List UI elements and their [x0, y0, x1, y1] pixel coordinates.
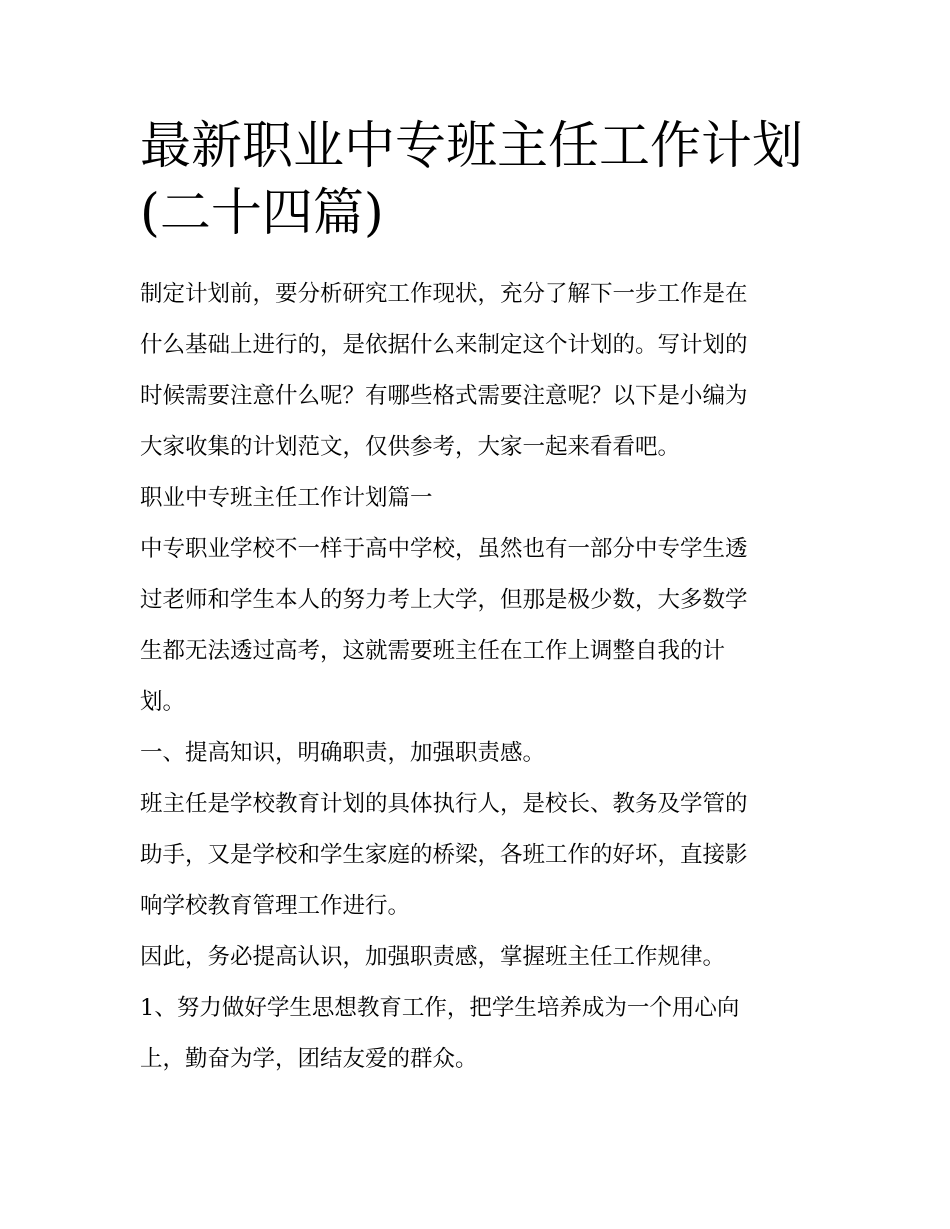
section-heading: [140, 473, 815, 524]
document-title: [140, 113, 815, 247]
document-body: [140, 269, 815, 1085]
title-line: (二十四篇): [140, 184, 384, 243]
body-paragraph: [140, 779, 815, 932]
text-line: 大家收集的计划范文，仅供参考，大家一起来看看吧。: [140, 434, 681, 460]
text-line: 一、提高知识，明确职责，加强职责感。: [140, 740, 546, 766]
text-line: 1、努力做好学生思想教育工作，把学生培养成为一个用心向: [140, 995, 740, 1021]
text-line: 助手，又是学校和学生家庭的桥梁，各班工作的好坏，直接影: [140, 842, 748, 868]
text-line: 制定计划前，要分析研究工作现状，充分了解下一步工作是在: [140, 281, 748, 307]
list-item: [140, 983, 815, 1085]
text-line: 划。: [140, 689, 186, 715]
text-line: 过老师和学生本人的努力考上大学，但那是极少数，大多数学: [140, 587, 748, 613]
intro-paragraph: [140, 269, 815, 473]
text-line: 时候需要注意什么呢？有哪些格式需要注意呢？以下是小编为: [140, 383, 748, 409]
text-line: 上，勤奋为学，团结友爱的群众。: [140, 1046, 478, 1072]
body-paragraph: [140, 932, 815, 983]
body-paragraph: [140, 524, 815, 728]
document-page: [140, 113, 815, 1085]
text-line: 中专职业学校不一样于高中学校，虽然也有一部分中专学生透: [140, 536, 748, 562]
title-line: 最新职业中专班主任工作计划: [140, 117, 804, 176]
text-line: 班主任是学校教育计划的具体执行人，是校长、教务及学管的: [140, 791, 748, 817]
subheading: [140, 728, 815, 779]
text-line: 因此，务必提高认识，加强职责感，掌握班主任工作规律。: [140, 944, 726, 970]
text-line: 响学校教育管理工作进行。: [140, 893, 411, 919]
text-line: 职业中专班主任工作计划篇一: [140, 485, 433, 511]
text-line: 生都无法透过高考，这就需要班主任在工作上调整自我的计: [140, 638, 726, 664]
text-line: 什么基础上进行的，是依据什么来制定这个计划的。写计划的: [140, 332, 748, 358]
